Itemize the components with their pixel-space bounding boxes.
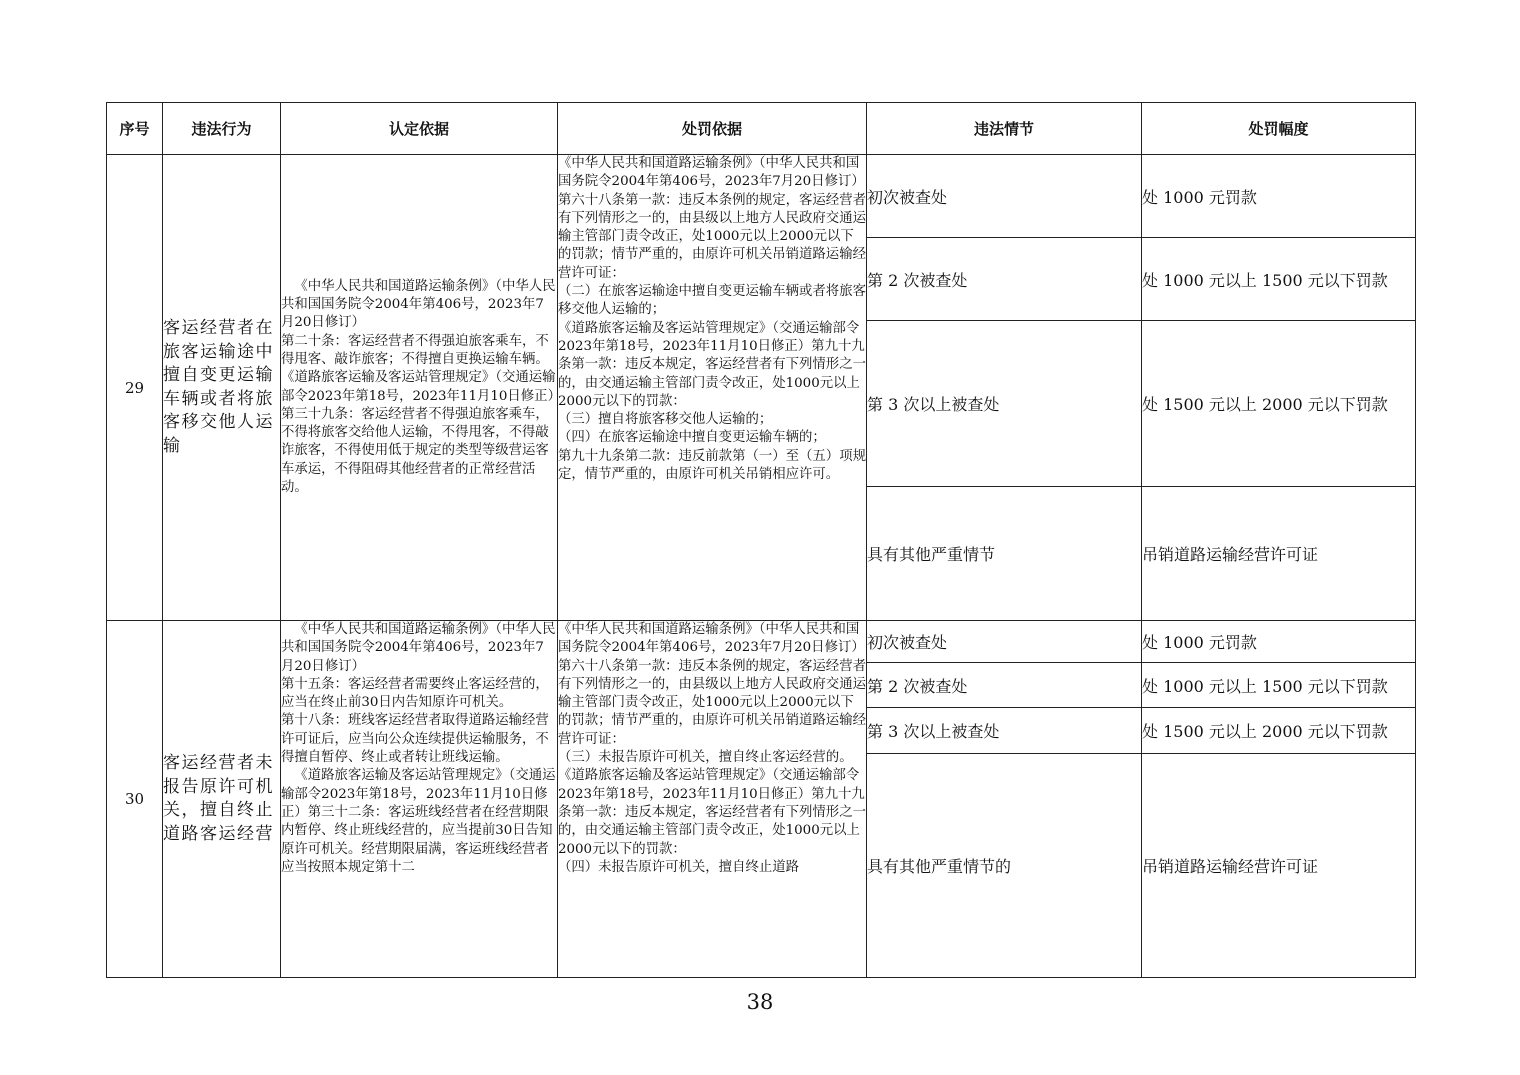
penalty-cell: 处 1000 元罚款 bbox=[1142, 155, 1416, 238]
header-basis: 认定依据 bbox=[281, 103, 558, 155]
penalty-basis-paragraph: 《道路旅客运输及客运站管理规定》（交通运输部令2023年第18号，2023年11月10日修正）第九十九条第一款：违反本规定，客运经营者有下列情形之一的，由交通运输主管部门责令改正，处1000元以上2000元以下的罚款： bbox=[558, 320, 866, 409]
penalty-cell: 处 1000 元罚款 bbox=[1142, 621, 1416, 663]
situation-cell: 初次被查处 bbox=[867, 155, 1142, 238]
penalty-table bbox=[106, 102, 1416, 978]
basis-paragraph: 第十五条：客运经营者需要终止客运经营的，应当在终止前30日内告知原许可机关。 bbox=[281, 676, 549, 711]
basis-paragraph: 《中华人民共和国道路运输条例》（中华人民共和国国务院令2004年第406号，2023年7月20日修订） bbox=[281, 622, 556, 674]
penalty-basis-paragraph: （四）未报告原许可机关，擅自终止道路 bbox=[558, 859, 800, 875]
situation-cell: 第 3 次以上被查处 bbox=[867, 321, 1142, 487]
penalty-cell: 处 1500 元以上 2000 元以下罚款 bbox=[1142, 708, 1416, 754]
basis-paragraph: 第二十条：客运经营者不得强迫旅客乘车，不得甩客、敲诈旅客；不得擅自更换运输车辆。 bbox=[281, 333, 549, 367]
header-situation: 违法情节 bbox=[867, 103, 1142, 155]
row-seq: 29 bbox=[107, 155, 163, 621]
penalty-basis-paragraph: 《中华人民共和国道路运输条例》（中华人民共和国国务院令2004年第406号，2023年7月20日修订）第六十八条第一款：违反本条例的规定，客运经营者有下列情形之一的，由县级以上地方人民政府交通运输主管部门责令改正，处1000元以上2000元以下的罚款；情节严重的，由原许可机关吊销道路运输经营许可证： bbox=[558, 622, 866, 747]
basis-paragraph: 第十八条：班线客运经营者取得道路运输经营许可证后，应当向公众连续提供运输服务，不得擅自暂停、终止或者转让班线运输。 bbox=[281, 713, 549, 766]
penalty-basis-paragraph: 《道路旅客运输及客运站管理规定》（交通运输部令2023年第18号，2023年11月10日修正）第九十九条第一款：违反本规定，客运经营者有下列情形之一的，由交通运输主管部门责令改正，处1000元以上2000元以下的罚款： bbox=[558, 768, 866, 857]
table-header-row bbox=[107, 103, 1416, 155]
row-act: 客运经营者在旅客运输途中擅自变更运输车辆或者将旅客移交他人运输 bbox=[163, 155, 281, 621]
page-number: 38 bbox=[746, 990, 774, 1014]
penalty-basis-paragraph: （二）在旅客运输途中擅自变更运输车辆或者将旅客移交他人运输的； bbox=[558, 284, 866, 318]
situation-cell: 第 2 次被查处 bbox=[867, 663, 1142, 708]
situation-cell: 具有其他严重情节 bbox=[867, 487, 1142, 621]
penalty-cell: 吊销道路运输经营许可证 bbox=[1142, 754, 1416, 978]
row-basis bbox=[281, 621, 558, 978]
row-seq: 30 bbox=[107, 621, 163, 978]
penalty-basis-paragraph: （四）在旅客运输途中擅自变更运输车辆的； bbox=[558, 430, 826, 446]
basis-paragraph: 《中华人民共和国道路运输条例》（中华人民共和国国务院令2004年第406号，2023年7月20日修订） bbox=[281, 278, 556, 331]
basis-paragraph: 《道路旅客运输及客运站管理规定》（交通运输部令2023年第18号，2023年11月10日修正）第三十二条：客运班线经营者在经营期限内暂停、终止班线经营的，应当提前30日告知原许可机关。经营期限届满，客运班线经营者应当按照本规定第十二 bbox=[281, 768, 556, 875]
row-basis bbox=[281, 155, 558, 621]
basis-paragraph: 《道路旅客运输及客运站管理规定》（交通运输部令2023年第18号，2023年11月10日修正）第三十九条：客运经营者不得强迫旅客乘车，不得将旅客交给他人运输，不得甩客，不得敲诈旅客，不得使用低于规定的类型等级营运客车承运，不得阻碍其他经营者的正常经营活动。 bbox=[281, 370, 556, 495]
situation-cell: 第 2 次被查处 bbox=[867, 238, 1142, 321]
table-row bbox=[107, 155, 1416, 238]
header-seq: 序号 bbox=[107, 103, 163, 155]
situation-cell: 第 3 次以上被查处 bbox=[867, 708, 1142, 754]
header-penalty: 处罚幅度 bbox=[1142, 103, 1416, 155]
situation-cell: 初次被查处 bbox=[867, 621, 1142, 663]
penalty-basis-paragraph: 《中华人民共和国道路运输条例》（中华人民共和国国务院令2004年第406号，2023年7月20日修订）第六十八条第一款：违反本条例的规定，客运经营者有下列情形之一的，由县级以上地方人民政府交通运输主管部门责令改正，处1000元以上2000元以下的罚款；情节严重的，由原许可机关吊销道路运输经营许可证： bbox=[558, 156, 866, 281]
row-penalty-basis bbox=[558, 621, 867, 978]
penalty-cell: 处 1500 元以上 2000 元以下罚款 bbox=[1142, 321, 1416, 487]
penalty-cell: 处 1000 元以上 1500 元以下罚款 bbox=[1142, 663, 1416, 708]
table-row bbox=[107, 621, 1416, 663]
row-act: 客运经营者未报告原许可机关，擅自终止道路客运经营 bbox=[163, 621, 281, 978]
penalty-basis-paragraph: （三）擅自将旅客移交他人运输的； bbox=[558, 412, 773, 428]
penalty-basis-paragraph: 第九十九条第二款：违反前款第（一）至（五）项规定，情节严重的，由原许可机关吊销相应许可。 bbox=[558, 448, 866, 483]
header-act: 违法行为 bbox=[163, 103, 281, 155]
penalty-cell: 处 1000 元以上 1500 元以下罚款 bbox=[1142, 238, 1416, 321]
header-penalty-basis: 处罚依据 bbox=[558, 103, 867, 155]
row-penalty-basis bbox=[558, 155, 867, 621]
penalty-cell: 吊销道路运输经营许可证 bbox=[1142, 487, 1416, 621]
penalty-basis-paragraph: （三）未报告原许可机关，擅自终止客运经营的。 bbox=[558, 750, 853, 766]
situation-cell: 具有其他严重情节的 bbox=[867, 754, 1142, 978]
